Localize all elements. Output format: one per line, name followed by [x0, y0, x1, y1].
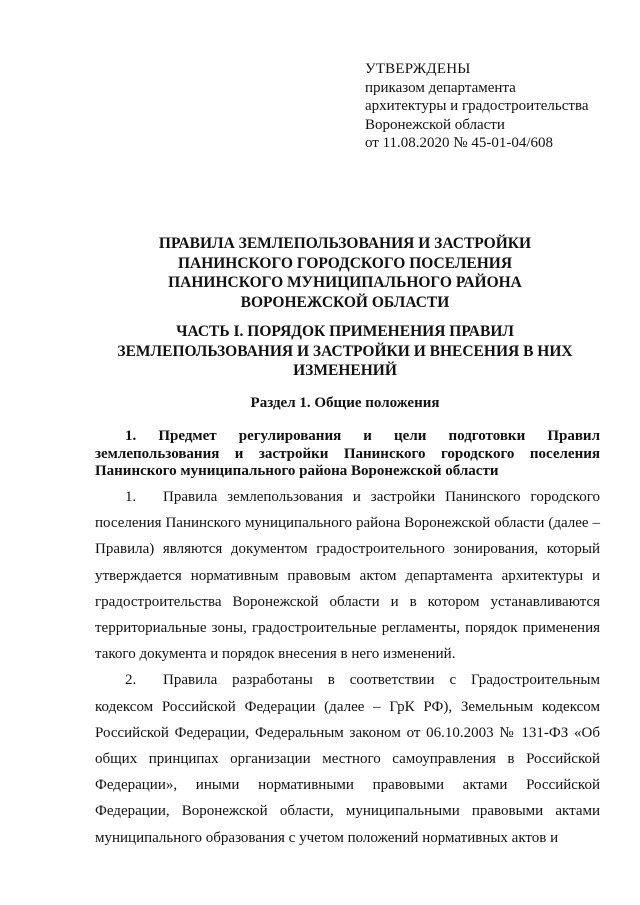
paragraph-number: 1.	[125, 489, 137, 505]
document-title-line: ПАНИНСКОГО МУНИЦИПАЛЬНОГО РАЙОНА	[168, 274, 522, 291]
body-text	[95, 484, 600, 851]
paragraph-text: Правила разработаны в соответствии с Градостроительным кодексом Российской Федерации (далее – ГрК РФ), Земельным кодексом Российской Федерации, Федеральным законом от 06.10.2003 № 131-ФЗ «Об общих принципах организации местного самоуправления в Российской Федерации», иными нормативными правовыми актами Российской Федерации, Воронежской области, муниципальными правовыми актами муниципального образования с учетом положений нормативных актов и	[95, 672, 600, 846]
approval-line: архитектуры и градостроительства	[365, 98, 589, 114]
section-title: Раздел 1. Общие положения	[250, 395, 440, 411]
approval-date-number: от 11.08.2020 № 45-01-04/608	[365, 135, 554, 151]
part-title-line: ЧАСТЬ I. ПОРЯДОК ПРИМЕНЕНИЯ ПРАВИЛ	[176, 323, 514, 340]
document-title-line: ВОРОНЕЖСКОЙ ОБЛАСТИ	[240, 293, 450, 311]
approval-line: приказом департамента	[365, 79, 516, 96]
part-title-line: ЗЕМЛЕПОЛЬЗОВАНИЯ И ЗАСТРОЙКИ И ВНЕСЕНИЯ В НИХ	[117, 342, 573, 360]
approval-stamp	[365, 60, 625, 153]
paragraph-text: Правила землепользования и застройки Панинского городского поселения Панинского муниципального района Воронежской области (далее – Правила) являются документом градостроительного зонирования, который утверждается нормативным правовым актом департамента архитектуры и градостроительства Воронежской области и в котором устанавливаются территориальные зоны, градостроительные регламенты, порядок применения такого документа и порядок внесения в него изменений.	[95, 489, 600, 663]
article-heading: 1. Предмет регулирования и цели подготовки Правил землепользования и застройки Панинского городского поселения Панинского муниципального района Воронежской области	[95, 428, 600, 479]
paragraph	[95, 667, 600, 850]
document-title-line: ПРАВИЛА ЗЕМЛЕПОЛЬЗОВАНИЯ И ЗАСТРОЙКИ	[158, 235, 532, 252]
part-title	[100, 322, 590, 381]
document-title	[100, 234, 590, 312]
approval-line: Воронежской области	[365, 116, 505, 133]
document-title-line: ПАНИНСКОГО ГОРОДСКОГО ПОСЕЛЕНИЯ	[177, 254, 513, 272]
approval-title: УТВЕРЖДЕНЫ	[365, 61, 471, 77]
part-title-line: ИЗМЕНЕНИЙ	[293, 362, 397, 379]
paragraph-number: 2.	[125, 672, 137, 689]
paragraph	[95, 484, 600, 667]
